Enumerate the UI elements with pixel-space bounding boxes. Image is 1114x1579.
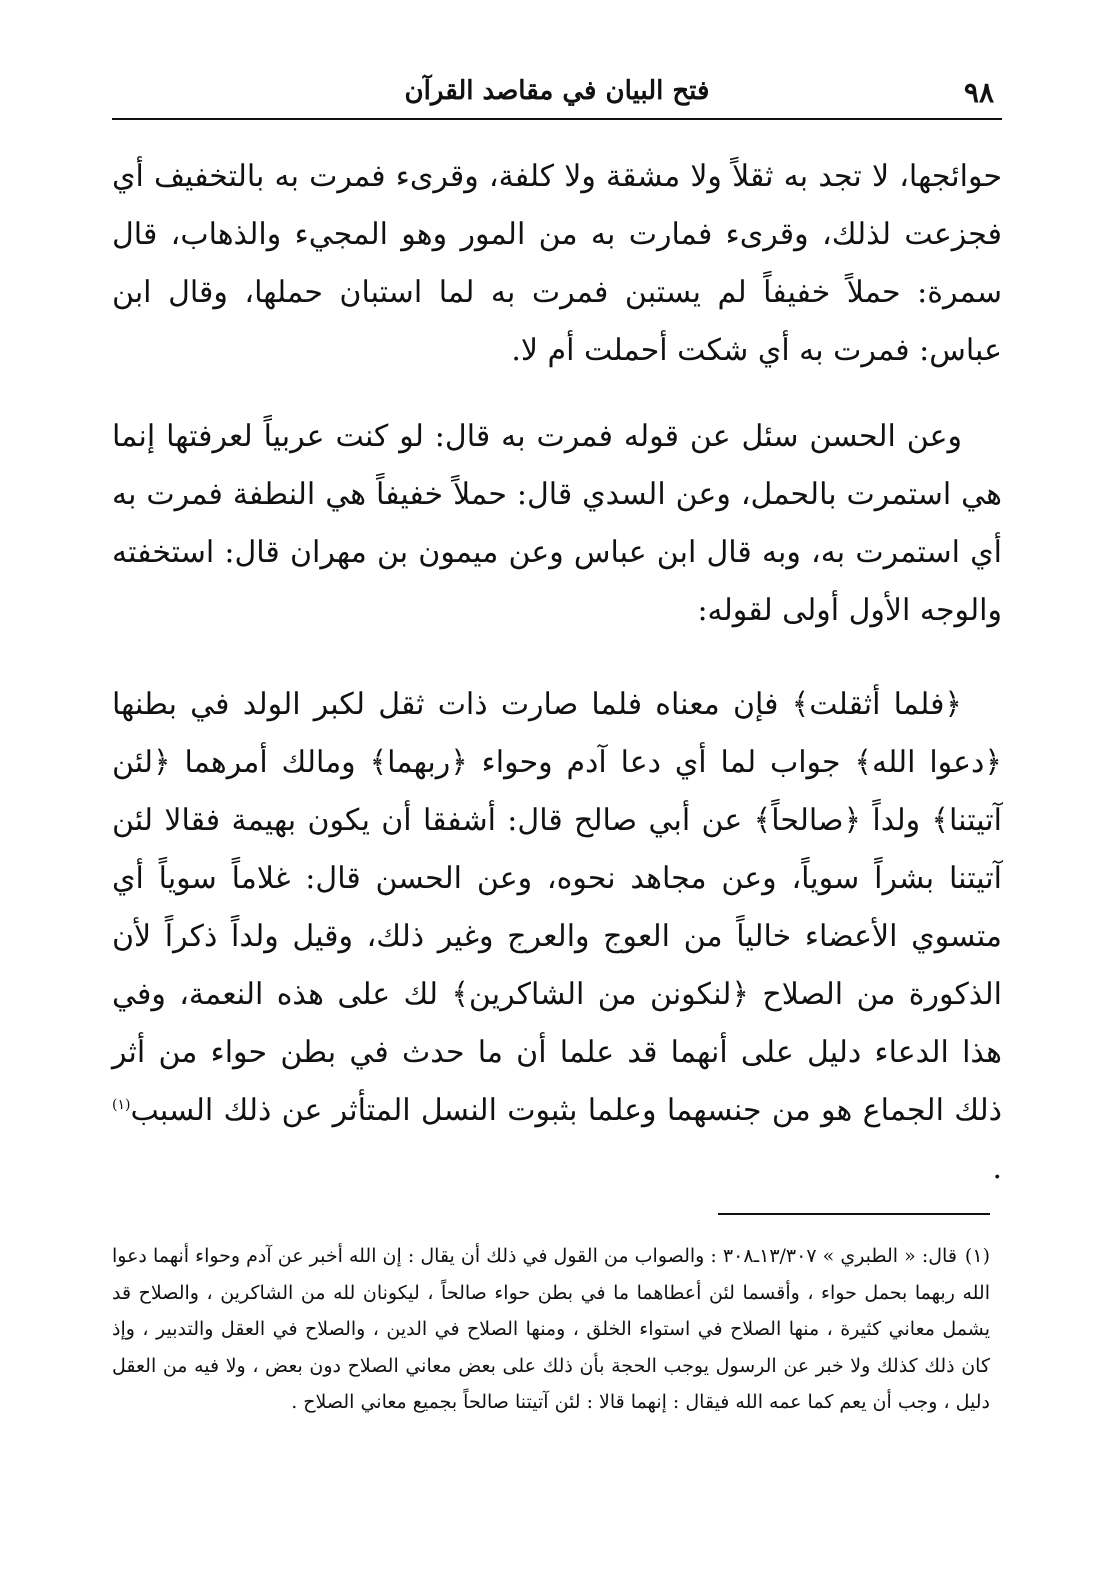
- paragraph-with-reference: [112, 676, 1002, 1198]
- paragraph-text: ﴿فلما أثقلت﴾ فإن معناه فلما صارت ذات ثقل لكبر الولد في بطنها ﴿دعوا الله﴾ جواب لما أي دعا آدم وحواء ﴿ربهما﴾ ومالك أمرهما ﴿لئن آتيتنا﴾ ولداً ﴿صالحاً﴾ عن أبي صالح قال: أشفقا أن يكون بهيمة فقالا لئن آتيتنا بشراً سوياً، وعن مجاهد نحوه، وعن الحسن قال: غلاماً سوياً أي متسوي الأعضاء خالياً من العوج والعرج وغير ذلك، وقيل ولداً ذكراً لأن الذكورة من الصلاح ﴿لنكونن من الشاكرين﴾ لك على هذه النعمة، وفي هذا الدعاء دليل على أنهما قد علما أن ما حدث في بطن حواء من أثر ذلك الجماع هو من جنسهما وعلما بثبوت النسل المتأثر عن ذلك السبب: [112, 687, 1003, 1128]
- footnote-text: قال: « الطبري » ١٣/٣٠٧ـ٣٠٨ : والصواب من القول في ذلك أن يقال : إن الله أخبر عن آدم وحواء أنهما دعوا الله ربهما بحمل حواء ، وأقسما لئن أعطاهما ما في بطن حواء صالحاً ، ليكونان لله من الشاكرين ، والصلاح قد يشمل معاني كثيرة ، منها الصلاح في استواء الخلق ، ومنها الصلاح في الدين ، والصلاح في العقل والتدبير ، وإذ كان ذلك كذلك ولا خبر عن الرسول يوجب الحجة بأن ذلك على بعض معاني الصلاح دون بعض ، ولا فيه من العقل دليل ، وجب أن يعم كما عمه الله فيقال : إنهما قالا : لئن آتيتنا صالحاً بجميع معاني الصلاح .: [112, 1245, 990, 1413]
- body-paragraph: [112, 408, 1002, 640]
- page-header: [112, 72, 1002, 116]
- footnotes: [112, 1238, 990, 1421]
- footnote-reference-marker[interactable]: (١): [112, 1097, 131, 1113]
- body-paragraph: [112, 148, 1002, 380]
- paragraph-text: حوائجها، لا تجد به ثقلاً ولا مشقة ولا كلفة، وقرىء فمرت به بالتخفيف أي فجزعت لذلك، وقرىء فمارت به من المور وهو المجيء والذهاب، قال سمرة: حملاً خفيفاً لم يستبن فمرت به لما استبان حملها، وقال ابن عباس: فمرت به أي شكت أحملت أم لا.: [112, 159, 1002, 368]
- end-punctuation: .: [992, 1151, 1002, 1186]
- paragraph-text: وعن الحسن سئل عن قوله فمرت به قال: لو كنت عربياً لعرفتها إنما هي استمرت بالحمل، وعن السدي قال: حملاً خفيفاً هي النطفة فمرت به أي استمرت به، وبه قال ابن عباس وعن ميمون بن مهران قال: استخفته والوجه الأول أولى لقوله:: [112, 419, 1002, 628]
- running-title: فتح البيان في مقاصد القرآن: [404, 76, 710, 106]
- footnote-separator: [718, 1213, 990, 1215]
- page-number: ٩٨: [963, 76, 994, 109]
- body-paragraph: [112, 676, 1002, 1198]
- footnote: [112, 1238, 990, 1421]
- footnote-number: (١): [964, 1245, 990, 1267]
- header-rule: [112, 118, 1002, 120]
